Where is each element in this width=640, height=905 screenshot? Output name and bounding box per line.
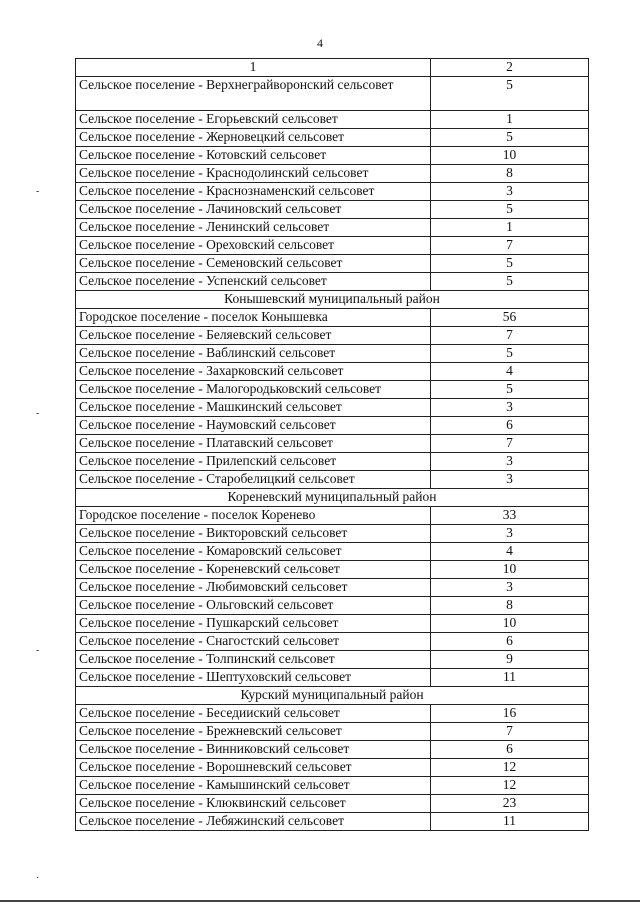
settlements-table: [75, 58, 589, 831]
settlement-name: Сельское поселение - Беседииский сельсовет: [76, 705, 431, 723]
settlement-name: Сельское поселение - Комаровский сельсовет: [76, 543, 431, 561]
settlement-name: Сельское поселение - Брежневский сельсовет: [76, 723, 431, 741]
settlement-count: 7: [431, 327, 589, 345]
table-row: [76, 309, 589, 327]
page-bottom-edge: [0, 900, 640, 902]
settlement-count: 3: [431, 399, 589, 417]
table-row: [76, 543, 589, 561]
settlement-count: 5: [431, 77, 589, 111]
settlement-name: Сельское поселение - Камышинский сельсовет: [76, 777, 431, 795]
settlement-count: 11: [431, 813, 589, 831]
settlement-name: Сельское поселение - Машкинский сельсовет: [76, 399, 431, 417]
settlement-count: 10: [431, 147, 589, 165]
table-row: [76, 705, 589, 723]
settlement-name: Сельское поселение - Ленинский сельсовет: [76, 219, 431, 237]
settlement-count: 12: [431, 777, 589, 795]
settlement-count: 1: [431, 219, 589, 237]
settlement-name: Сельское поселение - Лебяжинский сельсовет: [76, 813, 431, 831]
settlement-count: 3: [431, 471, 589, 489]
table-row: [76, 345, 589, 363]
settlement-count: 3: [431, 453, 589, 471]
settlement-count: 8: [431, 165, 589, 183]
settlement-name: Сельское поселение - Малогородьковский сельсовет: [76, 381, 431, 399]
settlement-name: Сельское поселение - Клюквинский сельсовет: [76, 795, 431, 813]
section-row: [76, 489, 589, 507]
section-row: [76, 291, 589, 309]
settlement-name: Сельское поселение - Старобелицкий сельсовет: [76, 471, 431, 489]
table-row: [76, 273, 589, 291]
table-row: [76, 417, 589, 435]
settlement-count: 3: [431, 579, 589, 597]
settlement-name: Сельское поселение - Жерновецкий сельсовет: [76, 129, 431, 147]
settlement-name: Городское поселение - поселок Коренево: [76, 507, 431, 525]
settlement-name: Сельское поселение - Ворошневский сельсовет: [76, 759, 431, 777]
settlement-count: 12: [431, 759, 589, 777]
table-row: [76, 77, 589, 111]
margin-dash-mark: -: [36, 408, 40, 419]
settlement-count: 7: [431, 237, 589, 255]
table-row: [76, 651, 589, 669]
table-row: [76, 453, 589, 471]
table-header-row: [76, 59, 589, 77]
table-row: [76, 759, 589, 777]
settlement-name: Сельское поселение - Любимовский сельсовет: [76, 579, 431, 597]
settlement-count: 9: [431, 651, 589, 669]
table-row: [76, 219, 589, 237]
table-row: [76, 813, 589, 831]
settlement-count: 5: [431, 201, 589, 219]
settlement-count: 10: [431, 561, 589, 579]
settlement-name: Сельское поселение - Лачиновский сельсовет: [76, 201, 431, 219]
table-row: [76, 525, 589, 543]
settlement-count: 33: [431, 507, 589, 525]
table-row: [76, 147, 589, 165]
table-row: [76, 561, 589, 579]
table-row: [76, 795, 589, 813]
table-row: [76, 129, 589, 147]
settlement-name: Сельское поселение - Ольговский сельсовет: [76, 597, 431, 615]
settlement-count: 8: [431, 597, 589, 615]
table-row: [76, 111, 589, 129]
settlement-count: 6: [431, 417, 589, 435]
settlement-count: 4: [431, 363, 589, 381]
district-heading: Кореневский муниципальный район: [76, 489, 589, 507]
district-heading: Курский муниципальный район: [76, 687, 589, 705]
settlement-name: Городское поселение - поселок Конышевка: [76, 309, 431, 327]
settlement-name: Сельское поселение - Верхнеграйворонский сельсовет: [76, 77, 431, 111]
settlement-name: Сельское поселение - Захарковский сельсовет: [76, 363, 431, 381]
settlement-name: Сельское поселение - Пушкарский сельсовет: [76, 615, 431, 633]
settlement-count: 1: [431, 111, 589, 129]
settlement-name: Сельское поселение - Успенский сельсовет: [76, 273, 431, 291]
table-row: [76, 597, 589, 615]
settlement-name: Сельское поселение - Кореневский сельсовет: [76, 561, 431, 579]
settlement-name: Сельское поселение - Краснознаменский сельсовет: [76, 183, 431, 201]
settlement-name: Сельское поселение - Семеновский сельсовет: [76, 255, 431, 273]
settlement-count: 5: [431, 381, 589, 399]
table-row: [76, 615, 589, 633]
settlement-name: Сельское поселение - Ореховский сельсовет: [76, 237, 431, 255]
settlement-count: 3: [431, 525, 589, 543]
settlement-count: 23: [431, 795, 589, 813]
margin-dash-mark: -: [36, 645, 40, 656]
settlement-name: Сельское поселение - Котовский сельсовет: [76, 147, 431, 165]
table-row: [76, 723, 589, 741]
settlement-name: Сельское поселение - Викторовский сельсовет: [76, 525, 431, 543]
settlement-name: Сельское поселение - Наумовский сельсовет: [76, 417, 431, 435]
settlement-count: 16: [431, 705, 589, 723]
settlement-name: Сельское поселение - Егорьевский сельсовет: [76, 111, 431, 129]
table-row: [76, 327, 589, 345]
table-row: [76, 165, 589, 183]
settlement-count: 5: [431, 273, 589, 291]
margin-dot-mark: ·: [36, 873, 40, 884]
table-row: [76, 381, 589, 399]
settlement-name: Сельское поселение - Толпинский сельсовет: [76, 651, 431, 669]
district-heading: Конышевский муниципальный район: [76, 291, 589, 309]
table-row: [76, 255, 589, 273]
settlement-count: 7: [431, 723, 589, 741]
section-row: [76, 687, 589, 705]
settlement-name: Сельское поселение - Краснодолинский сельсовет: [76, 165, 431, 183]
settlement-name: Сельское поселение - Беляевский сельсовет: [76, 327, 431, 345]
margin-dash-mark: -: [36, 186, 40, 197]
settlement-count: 10: [431, 615, 589, 633]
column-header-2: 2: [431, 59, 589, 77]
table-row: [76, 363, 589, 381]
settlement-name: Сельское поселение - Шептуховский сельсовет: [76, 669, 431, 687]
table-row: [76, 399, 589, 417]
column-header-1: 1: [76, 59, 431, 77]
table-row: [76, 471, 589, 489]
table-row: [76, 741, 589, 759]
table-row: [76, 435, 589, 453]
settlement-count: 6: [431, 741, 589, 759]
table-row: [76, 183, 589, 201]
settlement-count: 5: [431, 129, 589, 147]
settlement-count: 5: [431, 345, 589, 363]
settlement-name: Сельское поселение - Винниковский сельсовет: [76, 741, 431, 759]
page-number: 4: [317, 36, 323, 50]
settlement-count: 4: [431, 543, 589, 561]
settlement-count: 7: [431, 435, 589, 453]
settlement-name: Сельское поселение - Платавский сельсовет: [76, 435, 431, 453]
table-row: [76, 777, 589, 795]
settlement-count: 3: [431, 183, 589, 201]
table-row: [76, 669, 589, 687]
settlement-name: Сельское поселение - Снагостский сельсовет: [76, 633, 431, 651]
table-row: [76, 633, 589, 651]
table-row: [76, 579, 589, 597]
settlement-name: Сельское поселение - Ваблинский сельсовет: [76, 345, 431, 363]
settlement-name: Сельское поселение - Прилепский сельсовет: [76, 453, 431, 471]
table-row: [76, 201, 589, 219]
table-row: [76, 237, 589, 255]
settlement-count: 11: [431, 669, 589, 687]
table-row: [76, 507, 589, 525]
settlement-count: 56: [431, 309, 589, 327]
settlement-count: 5: [431, 255, 589, 273]
settlement-count: 6: [431, 633, 589, 651]
